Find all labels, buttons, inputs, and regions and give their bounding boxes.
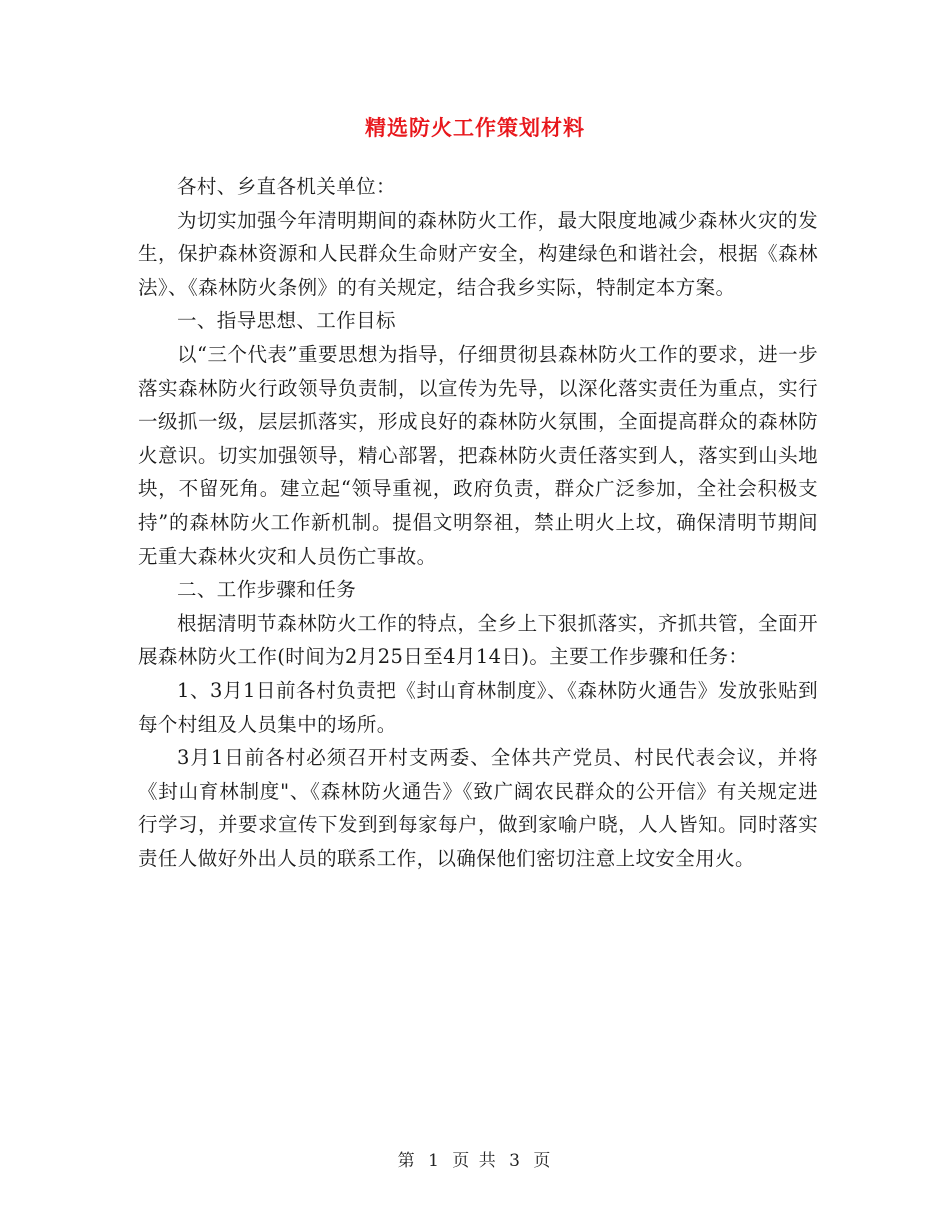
document-title: 精选防火工作策划材料 xyxy=(365,115,585,140)
paragraph-salutation: 各村、乡直各机关单位： xyxy=(177,175,396,198)
document-body xyxy=(138,170,818,875)
footer-mid: 页 共 xyxy=(452,1151,498,1171)
section-heading-2: 二、工作步骤和任务 xyxy=(177,578,357,602)
footer-prefix: 第 xyxy=(397,1151,417,1171)
footer-current-page: 1 xyxy=(428,1151,441,1171)
paragraph-guiding-ideology: 以“三个代表”重要思想为指导，仔细贯彻县森林防火工作的要求，进一步落实森林防火行政领导负责制，以宣传为先导，以深化落实责任为重点，实行一级抓一级，层层抓落实，形成良好的森林防火氛围，全面提高群众的森林防火意识。切实加强领导，精心部署，把森林防火责任落实到人，落实到山头地块，不留死角。建立起“领导重视，政府负责，群众广泛参加，全社会积极支持”的森林防火工作新机制。提倡文明祭祖，禁止明火上坟，确保清明节期间无重大森林火灾和人员伤亡事故。 xyxy=(138,342,818,568)
footer-suffix: 页 xyxy=(533,1151,553,1171)
paragraph-meeting: 3月1日前各村必须召开村支两委、全体共产党员、村民代表会议，并将《封山育林制度"、《森林防火通告》《致广阔农民群众的公开信》有关规定进行学习，并要求宣传下发到到每家每户，做到家喻户晓，人人皆知。同时落实责任人做好外出人员的联系工作，以确保他们密切注意上坟安全用火。 xyxy=(138,746,818,870)
footer-total-pages: 3 xyxy=(509,1151,522,1171)
paragraph-work-steps: 根据清明节森林防火工作的特点，全乡上下狠抓落实，齐抓共管，全面开展森林防火工作(时间为2月25日至4月14日)。主要工作步骤和任务： xyxy=(138,611,818,669)
page-number-footer xyxy=(0,1146,950,1171)
paragraph-intro: 为切实加强今年清明期间的森林防火工作，最大限度地减少森林火灾的发生，保护森林资源和人民群众生命财产安全，构建绿色和谐社会，根据《森林法》、《森林防火条例》的有关规定，结合我乡实际，特制定本方案。 xyxy=(138,208,818,299)
section-heading-1: 一、指导思想、工作目标 xyxy=(177,309,396,333)
paragraph-step-1: 1、3月1日前各村负责把《封山育林制度》、《森林防火通告》发放张贴到每个村组及人员集中的场所。 xyxy=(138,678,818,736)
